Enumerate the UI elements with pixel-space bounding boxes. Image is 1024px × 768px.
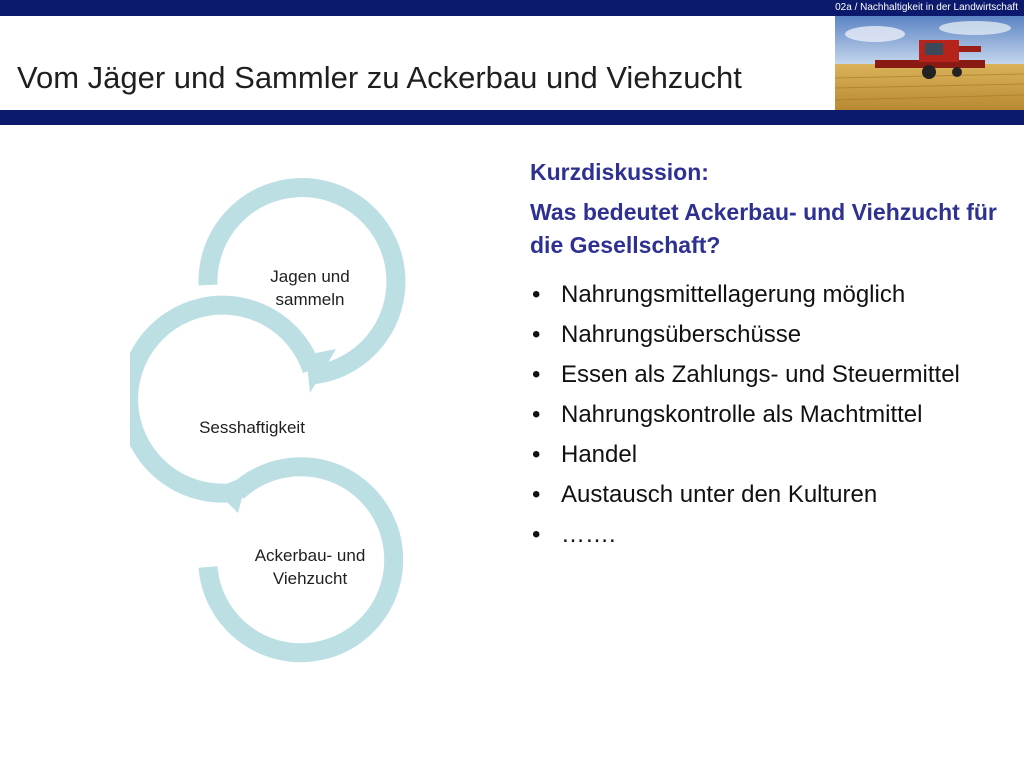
bullet-icon: • <box>532 441 541 468</box>
bullet-icon: • <box>532 281 541 308</box>
course-label: 02a / Nachhaltigkeit in der Landwirtschaft <box>835 2 1018 13</box>
cycle-step-agriculture: Ackerbau- und Viehzucht <box>254 546 366 588</box>
list-item: • Nahrungsüberschüsse <box>530 318 1000 352</box>
list-item: • Essen als Zahlungs- und Steuermittel <box>530 358 1000 392</box>
cycle-step-settle: Sesshaftigkeit <box>199 418 305 437</box>
discussion-panel <box>530 156 1000 558</box>
discussion-question: Was bedeutet Ackerbau- und Viehzucht für die Gesellschaft? <box>530 199 997 258</box>
header-divider <box>0 110 1024 125</box>
list-item: • Nahrungsmittellagerung möglich <box>530 278 1000 312</box>
cycle-diagram <box>130 175 430 685</box>
bullet-icon: • <box>532 321 541 348</box>
bullet-list <box>530 278 1000 552</box>
harvester-image <box>835 16 1024 110</box>
page-title: Vom Jäger und Sammler zu Ackerbau und Viehzucht <box>17 60 742 95</box>
cycle-step-hunt: Jagen und sammeln <box>270 267 350 309</box>
list-item: • Handel <box>530 438 1000 472</box>
harvester-photo <box>835 16 1024 110</box>
top-bar <box>0 0 1024 16</box>
list-item: • Austausch unter den Kulturen <box>530 478 1000 512</box>
list-item: • ……. <box>530 518 1000 552</box>
bullet-icon: • <box>532 521 541 548</box>
bullet-icon: • <box>532 481 541 508</box>
discussion-heading: Kurzdiskussion: <box>530 159 709 185</box>
bullet-icon: • <box>532 401 541 428</box>
list-item: • Nahrungskontrolle als Machtmittel <box>530 398 1000 432</box>
bullet-icon: • <box>532 361 541 388</box>
